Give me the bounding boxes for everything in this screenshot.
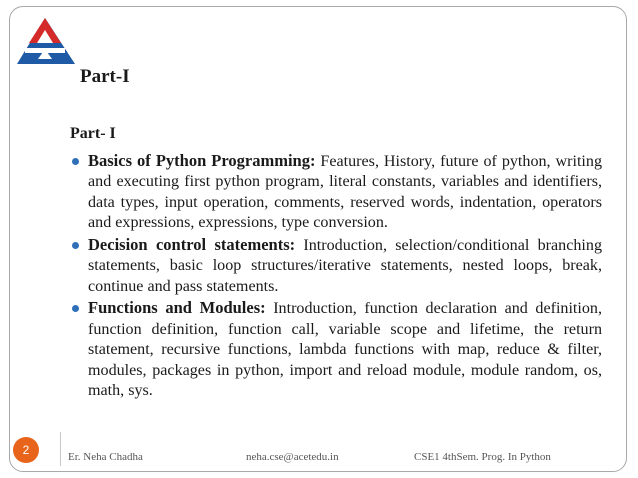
slide-number-badge: 2 [13,437,39,463]
bullet-dot-icon [72,242,79,249]
topic-list [70,151,602,402]
footer-email: neha.cse@acetedu.in [246,451,339,463]
footer-course: CSE1 4thSem. Prog. In Python [414,451,551,463]
topic-description: Features, History, future of python, writing and executing first python program, literal constants, variables and identifiers, data types, input operation, comments, reserved words, indentation, operators and expressions, expressions, type conversion. [88,152,602,231]
topic-description: Introduction, selection/conditional branching statements, basic loop structures/iterative statements, nested loops, break, continue and pass statements. [88,236,602,295]
slide-content [70,124,602,403]
section-subheading: Part- I [70,125,116,142]
footer-divider [60,432,61,466]
slide-title: Part-I [80,66,130,87]
institution-logo-icon [15,16,77,66]
topic-item [70,298,602,402]
topic-description: Introduction, function declaration and definition, function definition, function call, variable scope and lifetime, the return statement, recursive functions, lambda functions with map, reduce & filter, modules, packages in python, import and reload module, module random, os, math, sys. [88,300,602,399]
topic-heading: Basics of Python Programming: [88,150,316,170]
bullet-dot-icon [72,305,79,312]
topic-item [70,151,602,234]
bullet-dot-icon [72,158,79,165]
topic-heading: Functions and Modules: [88,298,266,317]
topic-heading: Decision control statements: [88,234,296,254]
footer-author: Er. Neha Chadha [68,451,143,463]
topic-item [70,235,602,298]
